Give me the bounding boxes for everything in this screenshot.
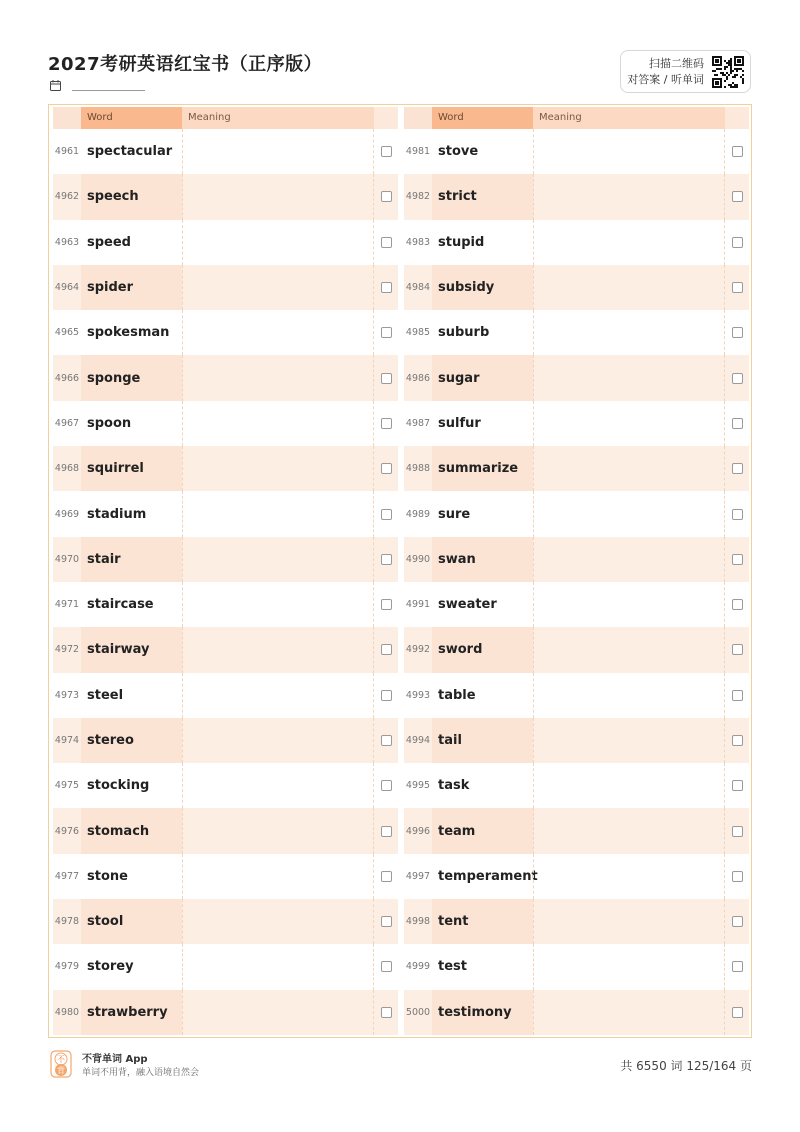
checkbox-cell <box>725 718 749 763</box>
table-row <box>53 220 398 265</box>
footer-slogan: 单词不用背，融入语境自然会 <box>82 1068 200 1078</box>
checkbox-cell <box>374 310 398 355</box>
checkbox-icon[interactable] <box>381 735 392 746</box>
checkbox-cell <box>374 401 398 446</box>
word-number: 4961 <box>54 146 80 158</box>
table-row <box>53 446 398 491</box>
qr-caption-line1: 扫描二维码 <box>649 57 704 70</box>
header-meaning: Meaning <box>182 107 374 129</box>
word-text: spectacular <box>87 144 173 160</box>
word-text: stove <box>438 144 479 160</box>
checkbox-icon[interactable] <box>732 599 743 610</box>
word-text: team <box>432 808 533 853</box>
word-number: 4994 <box>405 735 431 746</box>
word-number: 4981 <box>405 146 431 158</box>
meaning-cell[interactable] <box>182 944 374 989</box>
word-text: sugar <box>432 355 533 400</box>
table-row <box>53 944 398 989</box>
word-text: spokesman <box>87 325 170 341</box>
checkbox-cell <box>725 899 749 944</box>
word-text: suburb <box>438 325 490 341</box>
word-number: 4992 <box>405 644 431 656</box>
date-underline <box>72 90 145 91</box>
table-row <box>53 899 398 944</box>
table-row <box>53 401 398 446</box>
checkbox-icon[interactable] <box>732 373 743 384</box>
meaning-cell[interactable] <box>182 174 374 219</box>
word-number: 4975 <box>54 780 80 792</box>
checkbox-cell <box>374 718 398 763</box>
word-number: 4971 <box>54 599 80 611</box>
word-number: 4969 <box>54 508 80 520</box>
checkbox-icon[interactable] <box>381 191 392 202</box>
checkbox-icon[interactable] <box>732 463 743 474</box>
checkbox-icon[interactable] <box>732 418 743 429</box>
checkbox-cell <box>374 899 398 944</box>
meaning-cell[interactable] <box>182 808 374 853</box>
word-number: 4973 <box>54 689 80 701</box>
word-text: sword <box>432 627 533 672</box>
table-row <box>53 310 398 355</box>
word-text: speed <box>87 234 131 250</box>
word-number: 4976 <box>54 825 80 837</box>
table-row <box>404 401 749 446</box>
checkbox-cell <box>374 582 398 627</box>
meaning-cell[interactable] <box>182 763 374 808</box>
table-row <box>53 718 398 763</box>
checkbox-icon[interactable] <box>381 871 392 882</box>
checkbox-cell <box>374 763 398 808</box>
meaning-cell[interactable] <box>533 899 725 944</box>
checkbox-icon[interactable] <box>381 146 392 157</box>
word-text: storey <box>87 959 134 975</box>
word-text: staircase <box>87 597 154 613</box>
word-text: summarize <box>432 446 533 491</box>
checkbox-icon[interactable] <box>732 690 743 701</box>
checkbox-cell <box>374 220 398 265</box>
qr-caption <box>627 56 704 88</box>
checkbox-cell <box>725 129 749 174</box>
table-row <box>404 854 749 899</box>
checkbox-cell <box>725 355 749 400</box>
checkbox-icon[interactable] <box>381 509 392 520</box>
checkbox-icon[interactable] <box>381 916 392 927</box>
header-number-cell <box>53 107 81 129</box>
checkbox-icon[interactable] <box>732 509 743 520</box>
checkbox-icon[interactable] <box>732 146 743 157</box>
meaning-cell[interactable] <box>533 990 725 1035</box>
table-row <box>404 944 749 989</box>
checkbox-icon[interactable] <box>732 871 743 882</box>
word-number: 4964 <box>54 282 80 294</box>
checkbox-cell <box>374 174 398 219</box>
word-text: strict <box>432 174 533 219</box>
table-row <box>404 582 749 627</box>
table-row <box>404 718 749 763</box>
meaning-cell[interactable] <box>182 265 374 310</box>
table-row <box>53 854 398 899</box>
word-table <box>48 104 752 1038</box>
word-number: 4983 <box>405 236 431 248</box>
checkbox-cell <box>725 265 749 310</box>
word-text: stomach <box>81 808 182 853</box>
word-text: sweater <box>438 597 497 613</box>
meaning-cell[interactable] <box>182 899 374 944</box>
header-word: Word <box>432 107 533 129</box>
word-number: 4985 <box>405 327 431 339</box>
word-text: sure <box>438 506 471 522</box>
checkbox-cell <box>725 582 749 627</box>
word-text: steel <box>87 687 124 703</box>
word-column-right <box>404 107 749 1035</box>
word-text: spider <box>81 265 182 310</box>
checkbox-cell <box>374 446 398 491</box>
word-text: stadium <box>87 506 147 522</box>
checkbox-icon[interactable] <box>732 282 743 293</box>
table-row <box>53 355 398 400</box>
word-text: stupid <box>438 234 485 250</box>
word-number: 4999 <box>405 961 431 973</box>
checkbox-cell <box>374 129 398 174</box>
table-row <box>404 491 749 536</box>
table-row <box>53 627 398 672</box>
checkbox-cell <box>725 673 749 718</box>
table-header <box>53 107 398 129</box>
word-number: 4962 <box>54 191 80 203</box>
meaning-cell[interactable] <box>533 944 725 989</box>
checkbox-cell <box>374 944 398 989</box>
word-text: spoon <box>87 415 132 431</box>
word-text: test <box>438 959 467 975</box>
table-row <box>53 265 398 310</box>
date-field[interactable] <box>50 80 150 94</box>
meaning-cell[interactable] <box>182 718 374 763</box>
checkbox-icon[interactable] <box>732 961 743 972</box>
meaning-cell[interactable] <box>533 310 725 355</box>
word-number: 4997 <box>405 870 431 882</box>
word-number: 4986 <box>405 372 431 384</box>
checkbox-icon[interactable] <box>732 826 743 837</box>
word-text: testimony <box>432 990 533 1035</box>
header-check-cell <box>374 107 398 129</box>
meaning-cell[interactable] <box>182 220 374 265</box>
word-text: sulfur <box>438 415 481 431</box>
table-row <box>53 582 398 627</box>
table-row <box>404 990 749 1035</box>
word-text: stocking <box>87 778 150 794</box>
table-row <box>404 220 749 265</box>
table-row <box>404 310 749 355</box>
table-row <box>404 355 749 400</box>
table-row <box>404 763 749 808</box>
word-text: stool <box>81 899 182 944</box>
word-number: 4993 <box>405 689 431 701</box>
table-row <box>53 537 398 582</box>
checkbox-icon[interactable] <box>732 916 743 927</box>
checkbox-cell <box>374 990 398 1035</box>
header-word: Word <box>81 107 182 129</box>
table-row <box>404 899 749 944</box>
checkbox-cell <box>725 537 749 582</box>
table-row <box>53 491 398 536</box>
table-row <box>404 673 749 718</box>
word-text: temperament <box>438 868 538 884</box>
meaning-cell[interactable] <box>533 808 725 853</box>
checkbox-icon[interactable] <box>381 690 392 701</box>
header-check-cell <box>725 107 749 129</box>
word-number: 4966 <box>54 372 80 384</box>
logo-char-bottom: 背 <box>57 1066 65 1075</box>
checkbox-cell <box>725 401 749 446</box>
checkbox-cell <box>374 265 398 310</box>
word-text: sponge <box>81 355 182 400</box>
checkbox-cell <box>725 446 749 491</box>
meaning-cell[interactable] <box>182 627 374 672</box>
meaning-cell[interactable] <box>182 673 374 718</box>
meaning-cell[interactable] <box>533 220 725 265</box>
checkbox-icon[interactable] <box>381 554 392 565</box>
word-number: 4967 <box>54 417 80 429</box>
checkbox-cell <box>374 808 398 853</box>
word-text: table <box>438 687 476 703</box>
word-text: strawberry <box>81 990 182 1035</box>
word-text: swan <box>432 537 533 582</box>
word-number: 4978 <box>54 916 80 928</box>
checkbox-cell <box>725 627 749 672</box>
meaning-cell[interactable] <box>533 627 725 672</box>
table-row <box>53 174 398 219</box>
word-number: 4968 <box>54 463 80 475</box>
checkbox-icon[interactable] <box>381 327 392 338</box>
meaning-cell[interactable] <box>182 491 374 536</box>
checkbox-cell <box>725 808 749 853</box>
meaning-cell[interactable] <box>182 537 374 582</box>
meaning-cell[interactable] <box>533 265 725 310</box>
footer-page-info: 共 6550 词 125/164 页 <box>620 1059 752 1073</box>
checkbox-cell <box>374 491 398 536</box>
checkbox-cell <box>725 220 749 265</box>
checkbox-icon[interactable] <box>732 327 743 338</box>
meaning-cell[interactable] <box>182 582 374 627</box>
checkbox-icon[interactable] <box>381 282 392 293</box>
table-row <box>53 129 398 174</box>
meaning-cell[interactable] <box>182 129 374 174</box>
table-row <box>404 265 749 310</box>
footer-app-name: 不背单词 App <box>82 1054 148 1065</box>
table-row <box>53 763 398 808</box>
meaning-cell[interactable] <box>533 491 725 536</box>
checkbox-icon[interactable] <box>381 961 392 972</box>
word-number: 4974 <box>54 735 80 746</box>
word-number: 4972 <box>54 644 80 656</box>
table-row <box>404 808 749 853</box>
header-number-cell <box>404 107 432 129</box>
checkbox-icon[interactable] <box>381 826 392 837</box>
qr-code-icon <box>712 56 744 88</box>
checkbox-icon[interactable] <box>732 554 743 565</box>
calendar-icon <box>50 80 61 91</box>
table-row <box>404 627 749 672</box>
word-number: 4988 <box>405 463 431 475</box>
table-row <box>404 129 749 174</box>
meaning-cell[interactable] <box>533 355 725 400</box>
meaning-cell[interactable] <box>533 537 725 582</box>
checkbox-cell <box>374 355 398 400</box>
checkbox-icon[interactable] <box>381 599 392 610</box>
checkbox-cell <box>725 990 749 1035</box>
table-row <box>404 174 749 219</box>
app-logo-icon <box>50 1050 72 1078</box>
checkbox-cell <box>374 673 398 718</box>
logo-char-top: 不 <box>57 1055 65 1064</box>
checkbox-icon[interactable] <box>732 780 743 791</box>
checkbox-icon[interactable] <box>732 237 743 248</box>
word-number: 4991 <box>405 599 431 611</box>
meaning-cell[interactable] <box>533 446 725 491</box>
meaning-cell[interactable] <box>533 174 725 219</box>
word-number: 4982 <box>405 191 431 203</box>
checkbox-icon[interactable] <box>732 644 743 655</box>
checkbox-cell <box>725 491 749 536</box>
checkbox-icon[interactable] <box>381 463 392 474</box>
table-row <box>404 446 749 491</box>
meaning-cell[interactable] <box>533 401 725 446</box>
checkbox-cell <box>374 854 398 899</box>
word-number: 4980 <box>54 1006 80 1018</box>
checkbox-cell <box>725 944 749 989</box>
word-text: task <box>438 778 470 794</box>
checkbox-cell <box>725 854 749 899</box>
word-text: stairway <box>81 627 182 672</box>
rows-right <box>404 129 749 1035</box>
word-number: 4979 <box>54 961 80 973</box>
word-column-left <box>53 107 398 1035</box>
word-number: 4990 <box>405 553 431 565</box>
qr-answer-box[interactable] <box>620 50 751 93</box>
meaning-cell[interactable] <box>533 129 725 174</box>
checkbox-icon[interactable] <box>381 1007 392 1018</box>
word-text: subsidy <box>432 265 533 310</box>
word-number: 4977 <box>54 870 80 882</box>
checkbox-cell <box>725 763 749 808</box>
table-row <box>53 990 398 1035</box>
qr-caption-line2: 对答案 / 听单词 <box>627 73 704 86</box>
word-number: 4970 <box>54 553 80 565</box>
checkbox-icon[interactable] <box>381 373 392 384</box>
word-text: speech <box>81 174 182 219</box>
word-number: 4989 <box>405 508 431 520</box>
meaning-cell[interactable] <box>533 718 725 763</box>
meaning-cell[interactable] <box>182 310 374 355</box>
word-number: 4984 <box>405 282 431 294</box>
meaning-cell[interactable] <box>182 355 374 400</box>
checkbox-icon[interactable] <box>732 1007 743 1018</box>
header-meaning: Meaning <box>533 107 725 129</box>
table-row <box>53 673 398 718</box>
word-text: stone <box>87 868 128 884</box>
word-text: tail <box>432 718 533 763</box>
word-number: 4996 <box>405 825 431 837</box>
checkbox-icon[interactable] <box>381 418 392 429</box>
table-row <box>404 537 749 582</box>
page-title: 2027考研英语红宝书（正序版） <box>48 54 323 75</box>
meaning-cell[interactable] <box>533 763 725 808</box>
meaning-cell[interactable] <box>182 854 374 899</box>
meaning-cell[interactable] <box>533 854 725 899</box>
checkbox-icon[interactable] <box>732 735 743 746</box>
word-text: squirrel <box>81 446 182 491</box>
rows-left <box>53 129 398 1035</box>
meaning-cell[interactable] <box>182 446 374 491</box>
word-number: 5000 <box>405 1006 431 1018</box>
checkbox-icon[interactable] <box>732 191 743 202</box>
word-text: tent <box>432 899 533 944</box>
checkbox-cell <box>374 627 398 672</box>
meaning-cell[interactable] <box>182 401 374 446</box>
checkbox-cell <box>725 310 749 355</box>
checkbox-cell <box>725 174 749 219</box>
meaning-cell[interactable] <box>182 990 374 1035</box>
word-number: 4963 <box>54 236 80 248</box>
word-text: stair <box>81 537 182 582</box>
meaning-cell[interactable] <box>533 673 725 718</box>
table-row <box>53 808 398 853</box>
word-number: 4998 <box>405 916 431 928</box>
checkbox-icon[interactable] <box>381 644 392 655</box>
table-header <box>404 107 749 129</box>
checkbox-icon[interactable] <box>381 237 392 248</box>
checkbox-cell <box>374 537 398 582</box>
word-number: 4965 <box>54 327 80 339</box>
word-number: 4995 <box>405 780 431 792</box>
checkbox-icon[interactable] <box>381 780 392 791</box>
meaning-cell[interactable] <box>533 582 725 627</box>
word-text: stereo <box>81 718 182 763</box>
word-number: 4987 <box>405 417 431 429</box>
